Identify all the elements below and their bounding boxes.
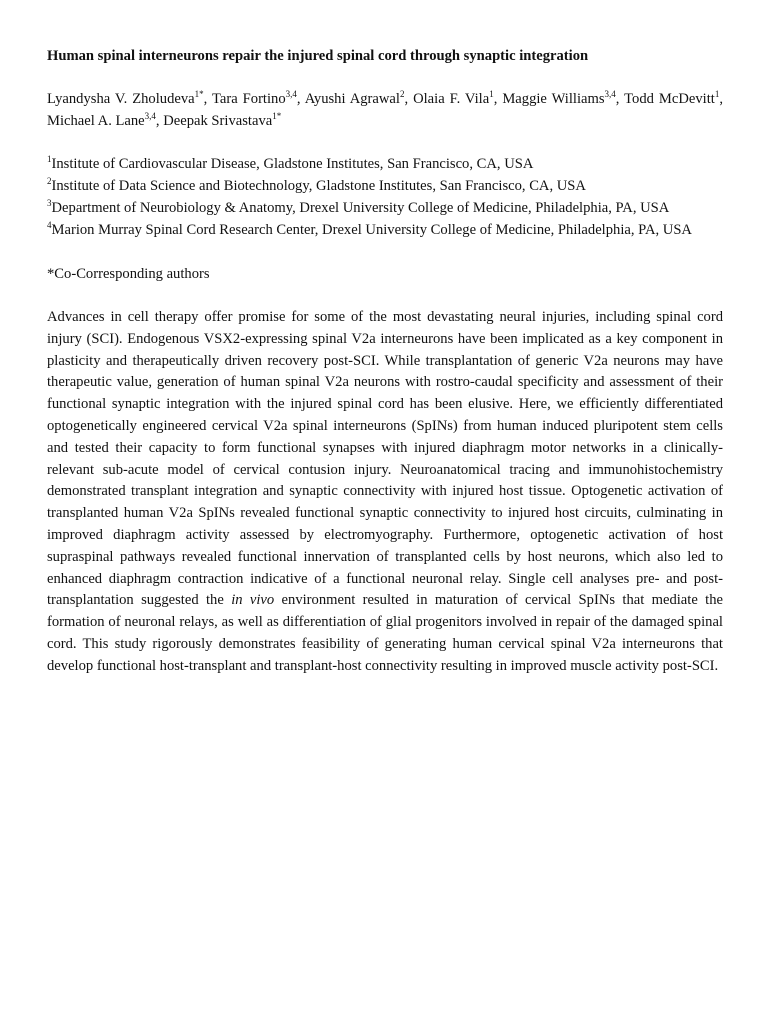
author-affiliation-marker: 1* <box>272 111 282 122</box>
abstract-text-part2: environment resulted in maturation of cervical SpINs that mediate the formation of neuronal relays, as well as differentiation of glial progenitors involved in repair of the damaged spinal cord. This study rigorously demonstrates feasibility of generating human cervical spinal V2a interneurons that develop functional host-transplant and transplant-host connectivity resulting in improved muscle activity post-SCI. <box>47 592 723 674</box>
affiliation <box>47 219 737 241</box>
author-name: Tara Fortino <box>211 91 286 107</box>
author-affiliation-marker: 2 <box>399 89 405 100</box>
abstract-italic-term: in vivo <box>231 592 275 609</box>
author-name: Todd McDevitt <box>624 91 715 107</box>
author-name: Ayushi Agrawal <box>304 91 400 107</box>
affiliation <box>47 153 737 175</box>
affiliation-number: 2 <box>47 176 52 187</box>
abstract-text-part1: Advances in cell therapy offer promise for some of the most devastating neural injuries, including spinal cord injury (SCI). Endogenous VSX2-expressing spinal V2a interneurons have been implicated as a key component in plasticity and therapeutically driven recovery post-SCI. While transplantation of generic V2a neurons may have therapeutic value, generation of human spinal V2a neurons with rostro-caudal specificity and assessment of their functional synaptic integration with the injured spinal cord has been elusive. Here, we efficiently differentiated optogenetically engineered cervical V2a spinal interneurons (SpINs) from human induced pluripotent stem cells and tested their capacity to form functional synapses with injured diaphragm motor networks in a clinically-relevant sub-acute model of cervical contusion injury. Neuroanatomical tracing and immunohistochemistry demonstrated transplant integration and synaptic connectivity with injured host tissue. Optogenetic activation of transplanted human V2a SpINs revealed functional synaptic connectivity to injured host circuits, culminating in improved diaphragm activity assessed by electromyography. Furthermore, optogenetic activation of host supraspinal pathways revealed functional innervation of transplanted cells by host neurons, which also led to enhanced diaphragm contraction indicative of a functional neuronal relay. Single cell analyses pre- and post-transplantation suggested the <box>47 309 723 609</box>
author <box>163 113 281 129</box>
author-name: Michael A. Lane <box>47 113 145 129</box>
affiliation-text: Marion Murray Spinal Cord Research Center, Drexel University College of Medicine, Philadelphia, PA, USA <box>51 222 692 238</box>
corresponding-authors-note: *Co-Corresponding authors <box>47 266 210 282</box>
author-list <box>47 88 723 132</box>
abstract-paragraph <box>47 307 723 678</box>
author-affiliation-marker: 1* <box>194 89 204 100</box>
affiliation-number: 3 <box>47 198 52 209</box>
author-name: Lyandysha V. Zholudeva <box>47 91 195 107</box>
author-affiliation-marker: 3,4 <box>144 111 156 122</box>
affiliation-number: 4 <box>47 220 52 231</box>
affiliation-text: Institute of Data Science and Biotechnology, Gladstone Institutes, San Francisco, CA, USA <box>51 178 586 194</box>
author-name: Deepak Srivastava <box>163 113 273 129</box>
affiliation-list <box>47 153 737 241</box>
author: Todd McDevitt$^1$, <box>624 89 723 107</box>
affiliation-text: Department of Neurobiology & Anatomy, Drexel University College of Medicine, Philadelphia, PA, USA <box>51 200 670 216</box>
affiliation-text: Institute of Cardiovascular Disease, Gladstone Institutes, San Francisco, CA, USA <box>51 156 534 172</box>
author-affiliation-marker: 3,4 <box>285 89 297 100</box>
author: Lyandysha V. Zholudeva$^{1*}$, <box>47 89 212 107</box>
author: Michael A. Lane$^{3,4}$, <box>47 111 164 129</box>
affiliation-number: 1 <box>47 154 52 165</box>
author-affiliation-marker: 1 <box>714 89 720 100</box>
author: Tara Fortino$^{3,4}$, <box>211 89 305 107</box>
paper-title: Human spinal interneurons repair the injured spinal cord through synaptic integration <box>47 48 589 64</box>
author: Maggie Williams$^{3,4}$, <box>502 89 625 107</box>
author-name: Maggie Williams <box>502 91 605 107</box>
affiliation <box>47 175 737 197</box>
author: Ayushi Agrawal$^2$, <box>304 89 414 107</box>
author-affiliation-marker: 3,4 <box>604 89 616 100</box>
affiliation <box>47 197 737 219</box>
author-affiliation-marker: 1 <box>489 89 494 100</box>
author-name: Olaia F. Vila <box>413 91 490 107</box>
author: Olaia F. Vila$^1$, <box>413 89 503 107</box>
